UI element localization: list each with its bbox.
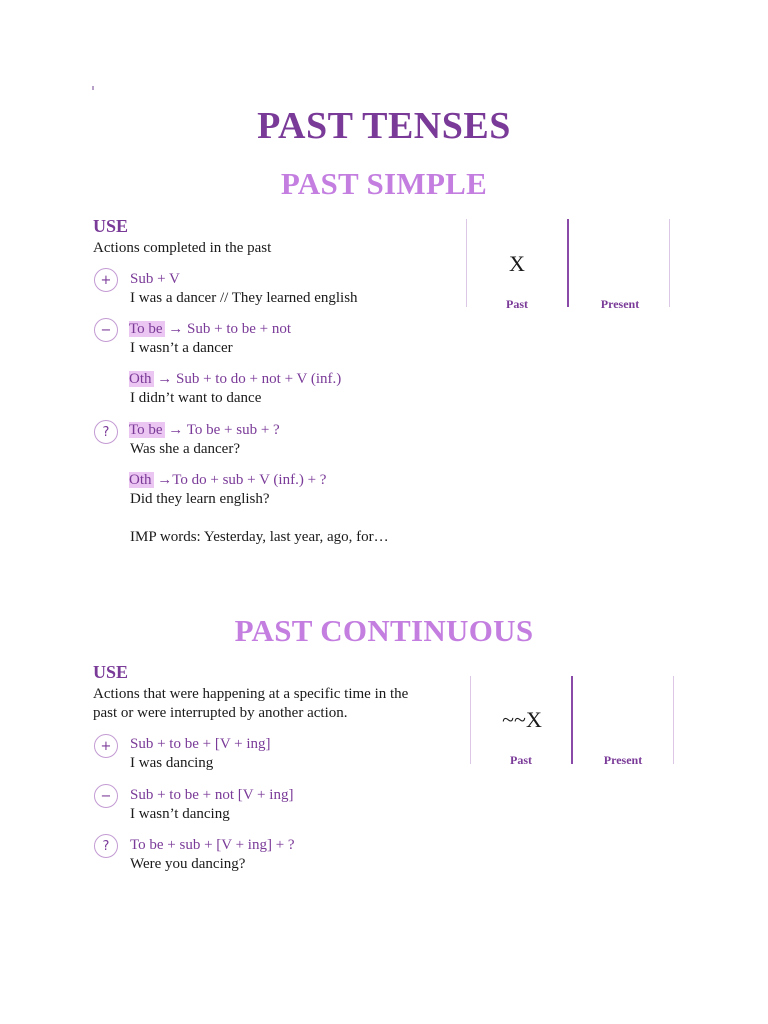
timeline-right-border [669,219,670,307]
positive-example: I was a dancer // They learned english [130,290,358,306]
tobe-tag: To be [129,422,163,438]
negative-icon: − [94,784,118,808]
positive-icon: + [94,268,118,292]
timeline-present-label: Present [600,297,640,311]
timeline-right-border [673,676,674,764]
question-tobe-example: Was she a dancer? [130,441,240,457]
timeline-event-mark: X [509,251,525,276]
timeline-event-mark: ~~X [502,707,542,732]
formula-text: →To do + sub + V (inf.) + ? [153,472,327,488]
positive-icon: + [94,734,118,758]
imp-words: IMP words: Yesterday, last year, ago, for… [130,529,389,545]
negative-example: I wasn’t dancing [130,806,230,822]
positive-formula: Sub + V [130,271,180,287]
negative-oth-formula [129,370,341,389]
negative-formula: Sub + to be + not [V + ing] [130,787,294,803]
formula-text: → Sub + to be + not [164,321,292,337]
use-heading: USE [93,216,129,236]
question-example: Were you dancing? [130,856,246,872]
question-icon: ? [94,834,118,858]
use-description-line1: Actions that were happening at a specific time in the [93,686,409,702]
question-tobe-formula [129,421,280,440]
section-title-past-simple: PAST SIMPLE [280,166,488,201]
oth-tag: Oth [129,371,152,387]
use-description: Actions completed in the past [93,240,272,256]
use-description-line2: past or were interrupted by another action. [93,705,348,721]
page-title: PAST TENSES [257,105,511,147]
positive-formula: Sub + to be + [V + ing] [130,736,271,752]
question-formula: To be + sub + [V + ing] + ? [130,837,295,853]
oth-tag: Oth [129,472,152,488]
timeline-past-label: Past [510,753,532,767]
positive-example: I was dancing [130,755,214,771]
question-icon: ? [94,420,118,444]
formula-text: → To be + sub + ? [164,422,280,438]
negative-oth-example: I didn’t want to dance [130,390,262,406]
question-oth-formula [129,471,326,490]
use-heading: USE [93,662,129,682]
negative-icon: − [94,318,118,342]
stray-mark [92,86,94,90]
timeline-past-label: Past [506,297,528,311]
timeline-present-line [567,219,569,307]
formula-text: → Sub + to do + not + V (inf.) [153,371,342,387]
timeline-left-border [470,676,471,764]
question-oth-example: Did they learn english? [130,491,270,507]
negative-tobe-example: I wasn’t a dancer [130,340,233,356]
timeline-present-label: Present [603,753,643,767]
negative-tobe-formula [129,320,291,339]
tobe-tag: To be [129,321,163,337]
section-title-past-continuous: PAST CONTINUOUS [234,613,534,648]
